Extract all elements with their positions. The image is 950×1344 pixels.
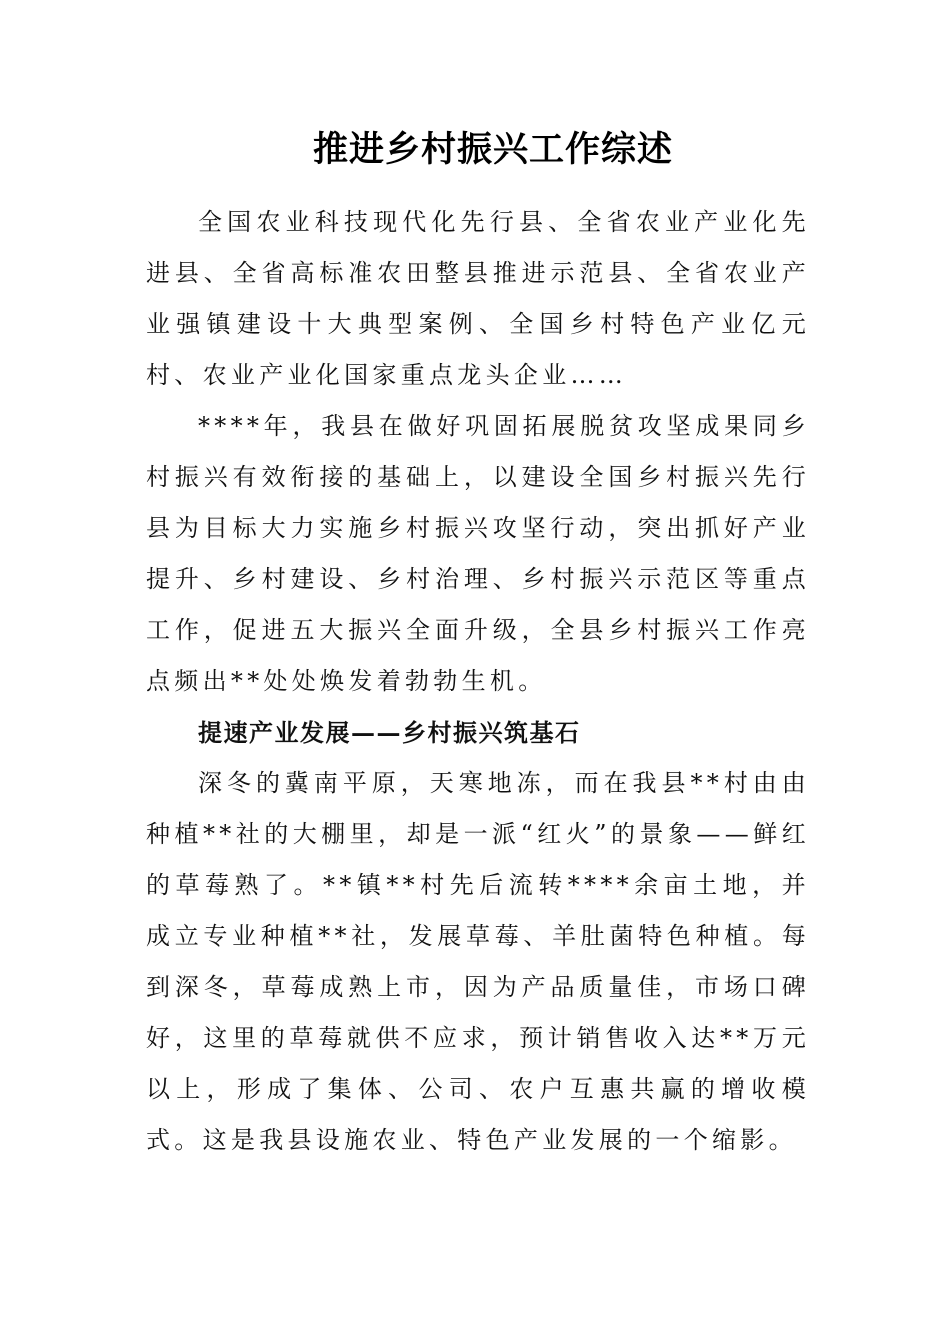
section-heading: 提速产业发展——乡村振兴筑基石: [198, 718, 581, 747]
paragraph-intro: 全国农业科技现代化先行县、全省农业产业化先进县、全省高标准农田整县推进示范县、全省农业产业强镇建设十大典型案例、全国乡村特色产业亿元村、农业产业化国家重点龙头企业……: [146, 208, 810, 389]
paragraph-section: 深冬的冀南平原，天寒地冻，而在我县**村由由种植**社的大棚里，却是一派“红火”的景象——鲜红的草莓熟了。**镇**村先后流转****余亩土地，并成立专业种植**社，发展草莓、羊肚菌特色种植。每到深冬，草莓成熟上市，因为产品质量佳，市场口碑好，这里的草莓就供不应求，预计销售收入达**万元以上，形成了集体、公司、农户互惠共赢的增收模式。这是我县设施农业、特色产业发展的一个缩影。: [146, 769, 810, 1154]
document-body: [146, 197, 810, 1166]
paragraph-overview: ****年，我县在做好巩固拓展脱贫攻坚成果同乡村振兴有效衔接的基础上，以建设全国乡村振兴先行县为目标大力实施乡村振兴攻坚行动，突出抓好产业提升、乡村建设、乡村治理、乡村振兴示范区等重点工作，促进五大振兴全面升级，全县乡村振兴工作亮点频出**处处焕发着勃勃生机。: [146, 412, 810, 695]
document-title: 推进乡村振兴工作综述: [312, 129, 673, 170]
